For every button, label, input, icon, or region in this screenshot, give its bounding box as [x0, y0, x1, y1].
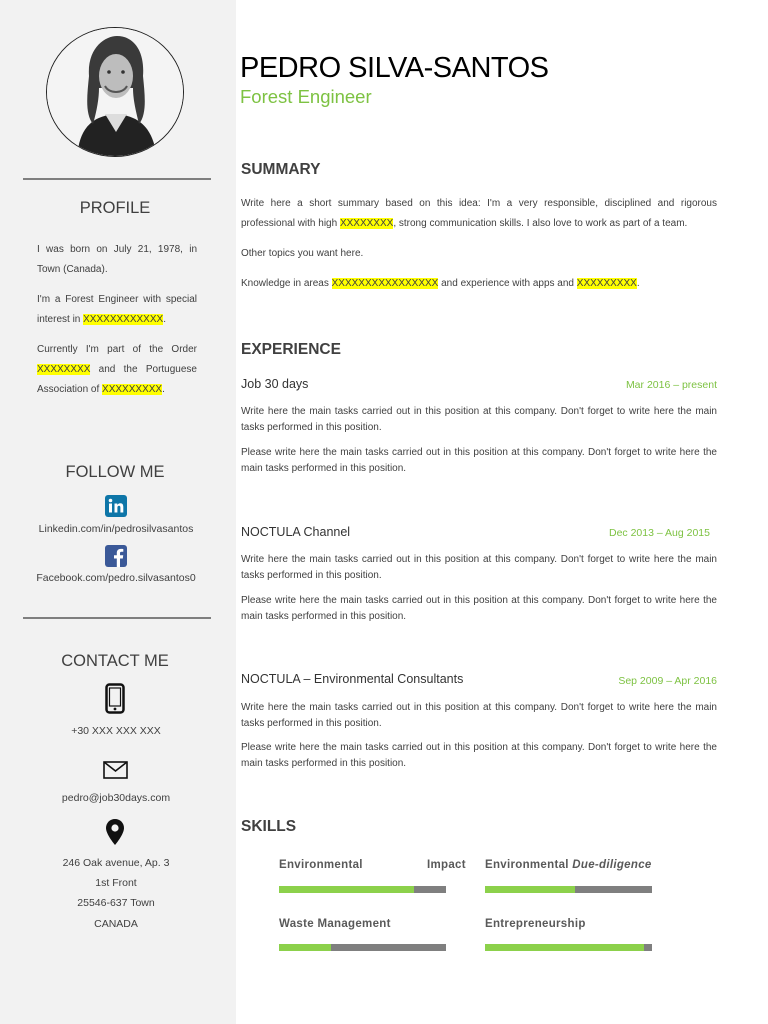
summary-text-span: .: [636, 278, 640, 289]
skill-bar: [279, 944, 446, 951]
skill-bar-fill: [485, 886, 575, 893]
skill-label: Environmental: [279, 859, 363, 871]
phone-icon: [105, 683, 125, 719]
skill-bar: [485, 944, 652, 951]
job-description: Please write here the main tasks carried out in this position at this company. Don't forget to write here the main tasks performed in this position.: [241, 742, 717, 769]
summary-text-span: and experience with apps and: [438, 278, 577, 289]
summary-heading: SUMMARY: [241, 161, 321, 178]
highlighted-placeholder: XXXXXXXX: [339, 218, 394, 229]
profile-photo: [47, 28, 184, 157]
job-dates: Mar 2016 – present: [625, 379, 717, 391]
skill-label-part: Due-diligence: [572, 859, 652, 871]
summary-text-span: , strong communication skills. I also love to work as part of a team.: [393, 218, 688, 229]
linkedin-icon[interactable]: [105, 495, 127, 522]
highlighted-placeholder: XXXXXXXXXXXX: [83, 314, 164, 325]
skill-bar-fill: [279, 944, 331, 951]
job-dates: Dec 2013 – Aug 2015: [608, 527, 710, 539]
envelope-icon: [103, 761, 128, 784]
profile-text-span: and the Portuguese Association of: [37, 364, 197, 395]
skill-bar-fill: [485, 944, 644, 951]
sidebar-divider: [23, 617, 211, 619]
profile-paragraph: [37, 290, 197, 330]
address-line: 1st Front: [95, 877, 137, 889]
address-line: 25546-637 Town: [77, 897, 155, 909]
skills-heading: SKILLS: [241, 818, 297, 835]
skill-label: Entrepreneurship: [485, 918, 586, 930]
location-pin-icon: [105, 818, 125, 851]
job-company: Job 30 days: [241, 377, 309, 391]
candidate-role: Forest Engineer: [240, 86, 372, 107]
summary-paragraph: [241, 194, 717, 234]
facebook-icon[interactable]: [105, 545, 127, 572]
email-address[interactable]: pedro@job30days.com: [61, 792, 171, 804]
profile-heading: PROFILE: [79, 199, 151, 217]
summary-paragraph: [241, 274, 717, 294]
linkedin-link[interactable]: Linkedin.com/in/pedrosilvasantos: [38, 523, 194, 535]
skill-label-part: Environmental: [485, 859, 573, 871]
sidebar-divider: [23, 178, 211, 180]
skill-bar-fill: [279, 886, 414, 893]
job-dates: Sep 2009 – Apr 2016: [618, 675, 717, 687]
highlighted-placeholder: XXXXXXXXXXXXXXXX: [331, 278, 439, 289]
phone-number[interactable]: +30 XXX XXX XXX: [71, 725, 161, 737]
skill-bar: [279, 886, 446, 893]
profile-text-span: .: [163, 314, 166, 325]
summary-paragraph: Other topics you want here.: [241, 248, 364, 259]
job-company: NOCTULA Channel: [241, 525, 351, 539]
address-line: 246 Oak avenue, Ap. 3: [62, 857, 170, 869]
summary-text-span: Knowledge in areas: [241, 278, 332, 289]
facebook-link[interactable]: Facebook.com/pedro.silvasantos0: [36, 572, 196, 584]
job-description: Please write here the main tasks carried out in this position at this company. Don't forget to write here the main tasks performed in this position.: [241, 595, 717, 622]
candidate-name: PEDRO SILVA-SANTOS: [240, 52, 549, 84]
profile-text-span: Currently I'm part of the Order: [37, 344, 197, 355]
job-description: Write here the main tasks carried out in this position at this company. Don't forget to write here the main tasks performed in this position.: [241, 702, 717, 729]
skill-label: Waste Management: [279, 918, 391, 930]
profile-text: [37, 240, 197, 400]
avatar: [46, 27, 184, 157]
profile-text-span: I'm a Forest Engineer with special interest in: [37, 294, 197, 325]
experience-heading: EXPERIENCE: [241, 341, 341, 358]
job-description: Please write here the main tasks carried out in this position at this company. Don't forget to write here the main tasks performed in this position.: [241, 447, 717, 474]
highlighted-placeholder: XXXXXXXXX: [102, 384, 163, 395]
follow-heading: FOLLOW ME: [65, 463, 165, 481]
summary-text: [241, 194, 717, 294]
job-description: Write here the main tasks carried out in this position at this company. Don't forget to write here the main tasks performed in this position.: [241, 554, 717, 581]
contact-heading: CONTACT ME: [61, 652, 169, 670]
summary-text-span: Write here a short summary based on this idea: I'm a very responsible, disciplined and rigorous professional with high: [241, 198, 717, 229]
job-company: NOCTULA – Environmental Consultants: [241, 672, 464, 686]
job-description: Write here the main tasks carried out in this position at this company. Don't forget to write here the main tasks performed in this position.: [241, 406, 717, 433]
highlighted-placeholder: XXXXXXXX: [37, 364, 91, 375]
sidebar: [0, 0, 236, 1024]
profile-text-span: .: [162, 384, 165, 395]
address-line: CANADA: [94, 918, 138, 930]
skill-label: [485, 859, 652, 871]
profile-paragraph: I was born on July 21, 1978, in Town (Canada).: [37, 244, 197, 275]
skill-label: Impact: [427, 859, 466, 871]
highlighted-placeholder: XXXXXXXXX: [576, 278, 637, 289]
skill-bar: [485, 886, 652, 893]
profile-paragraph: [37, 340, 197, 400]
